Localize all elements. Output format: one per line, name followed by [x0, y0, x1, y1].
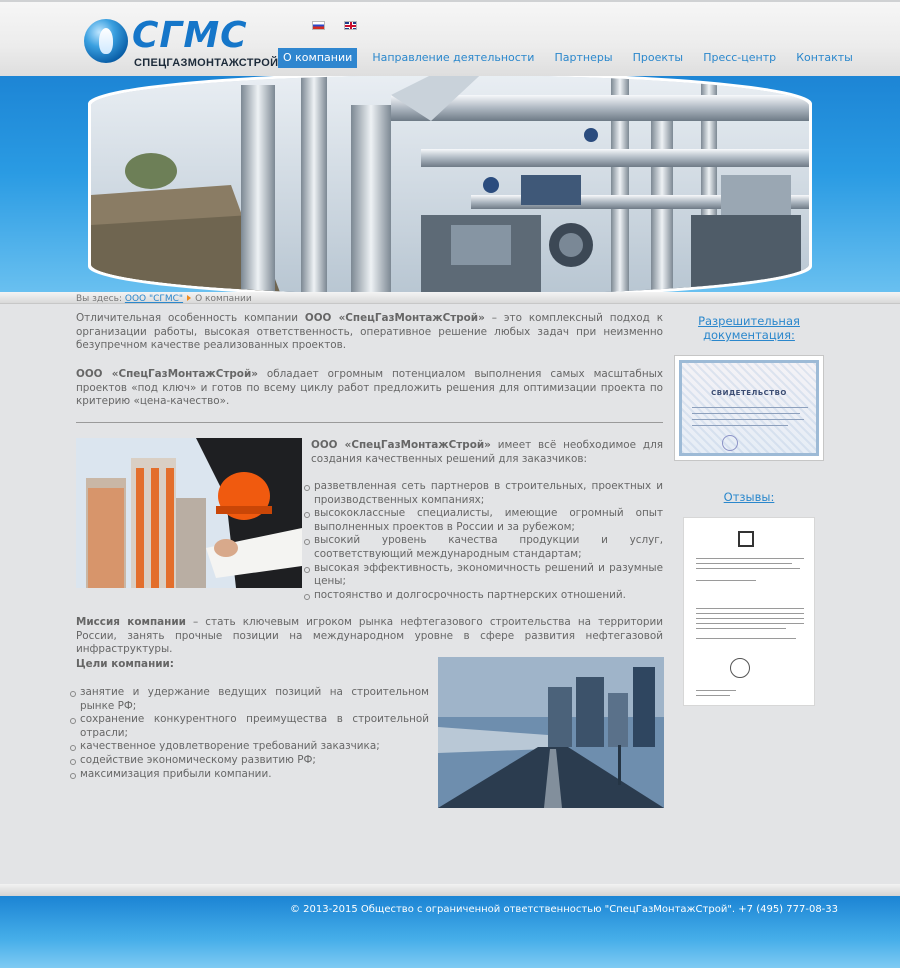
certificate-stamp-icon: [722, 435, 738, 451]
permit-docs-link[interactable]: Разрешительная документация:: [698, 314, 800, 342]
capabilities-paragraph: [311, 439, 663, 466]
letter-logo-icon: [738, 531, 754, 547]
engineer-helmet-photo: [76, 438, 302, 588]
company-name: ООО «СпецГазМонтажСтрой»: [76, 368, 258, 380]
logo-wordmark: СГМС: [132, 15, 248, 56]
list-item: разветвленная сеть партнеров в строительных, проектных и производственных компаниях;: [314, 480, 663, 506]
city-road-illustration: [438, 657, 664, 808]
letter-line: [696, 628, 786, 629]
letter-line: [696, 563, 792, 564]
hero-pipeline-image: [91, 76, 809, 292]
intro-paragraph: [76, 312, 663, 353]
language-switcher: [312, 21, 371, 31]
reviews-link[interactable]: Отзывы:: [723, 490, 775, 504]
nav-item-projects[interactable]: Проекты: [632, 51, 684, 64]
hero-banner-frame: [88, 76, 812, 292]
list-item: максимизация прибыли компании.: [80, 768, 429, 782]
breadcrumb-arrow-icon: [187, 295, 191, 301]
site-logo[interactable]: [84, 15, 279, 71]
goals-title: Цели компании:: [76, 658, 174, 670]
main-nav: [278, 46, 863, 66]
intro-text-cont: – это комплексный подход к организации работы, высокая ответственность, оперативное решение любых задач при неизменно безупречном качестве реализованных проектов.: [76, 312, 663, 352]
certificate-image: [679, 360, 819, 456]
letter-line: [696, 618, 804, 619]
list-item: высокий уровень качества продукции и услуг, соответствующий международным стандартам;: [314, 534, 663, 560]
capabilities-text: имеет всё необходимое для создания качественных решений для заказчиков:: [311, 439, 663, 465]
potential-text: обладает огромным потенциалом выполнения самых масштабных проектов «под ключ» и готов по всему циклу работ предложить решения для оптимизации проекта по критерию «цена-качество».: [76, 368, 663, 408]
list-item: содействие экономическому развитию РФ;: [80, 754, 429, 768]
letter-line: [696, 623, 804, 624]
letter-stamp-icon: [730, 658, 750, 678]
list-item: занятие и удержание ведущих позиций на строительном рынке РФ;: [80, 686, 429, 712]
hero-pipeline-illustration: [91, 76, 809, 292]
mission-paragraph: [76, 616, 663, 657]
letter-line: [696, 638, 796, 639]
letter-line: [696, 613, 804, 614]
breadcrumb-current: О компании: [195, 294, 252, 304]
letter-line: [696, 568, 800, 569]
mission-label: Миссия компании: [76, 616, 186, 628]
goals-list: [80, 686, 429, 781]
letter-line: [696, 690, 736, 691]
certificate-line: [692, 413, 800, 414]
list-item: постоянство и долгосрочность партнерских отношений.: [314, 589, 663, 603]
list-item: сохранение конкурентного преимущества в строительной отрасли;: [80, 713, 429, 739]
letter-line: [696, 558, 804, 559]
intro-text: Отличительная особенность компании: [76, 312, 305, 324]
breadcrumb: [76, 294, 252, 304]
list-item: высококлассные специалисты, имеющие огромный опыт выполненных проектов в России и за рубежом;: [314, 507, 663, 533]
section-divider: [76, 422, 663, 423]
nav-item-activities[interactable]: Направление деятельности: [372, 51, 535, 64]
letter-line: [696, 580, 756, 581]
breadcrumb-home-link[interactable]: ООО "СГМС": [124, 294, 184, 304]
certificate-line: [692, 425, 788, 426]
city-road-photo: [438, 657, 664, 808]
footer-top-strip: [0, 884, 900, 896]
review-letter-thumbnail[interactable]: [683, 517, 815, 706]
company-name: ООО «СпецГазМонтажСтрой»: [311, 439, 491, 451]
advantages-list: [314, 480, 663, 602]
nav-item-partners[interactable]: Партнеры: [554, 51, 613, 64]
list-item: высокая эффективность, экономичность решений и разумные цены;: [314, 561, 663, 588]
nav-item-press-center[interactable]: Пресс-центр: [703, 51, 777, 64]
letter-line: [696, 608, 804, 609]
engineer-helmet-illustration: [76, 438, 302, 588]
nav-item-about[interactable]: О компании: [278, 48, 357, 68]
certificate-thumbnail[interactable]: [674, 355, 824, 461]
hero-banner: [0, 76, 900, 292]
flag-ru-icon[interactable]: [312, 21, 325, 30]
flag-en-icon[interactable]: [344, 21, 357, 30]
flame-globe-logo-icon: [84, 19, 128, 63]
certificate-line: [692, 419, 804, 420]
logo-subtitle: СПЕЦГАЗМОНТАЖСТРОЙ: [134, 57, 279, 69]
certificate-line: [692, 407, 808, 408]
potential-paragraph: [76, 368, 663, 409]
footer-copyright: © 2013-2015 Общество с ограниченной ответственностью "СпецГазМонтажСтрой". +7 (495) 777-08-33: [290, 904, 839, 915]
breadcrumb-prefix: Вы здесь:: [76, 294, 122, 304]
certificate-heading: СВИДЕТЕЛЬСТВО: [711, 389, 787, 397]
nav-item-contacts[interactable]: Контакты: [796, 51, 853, 64]
letter-line: [696, 695, 730, 696]
site-header: [0, 0, 900, 76]
company-name: ООО «СпецГазМонтажСтрой»: [304, 312, 485, 324]
list-item: качественное удовлетворение требований заказчика;: [80, 740, 429, 754]
mission-text: – стать ключевым игроком рынка нефтегазового строительства на территории России, занять прочные позиции на международном уровне в сфере развития нефтегазовой инфраструктуры.: [76, 616, 663, 656]
